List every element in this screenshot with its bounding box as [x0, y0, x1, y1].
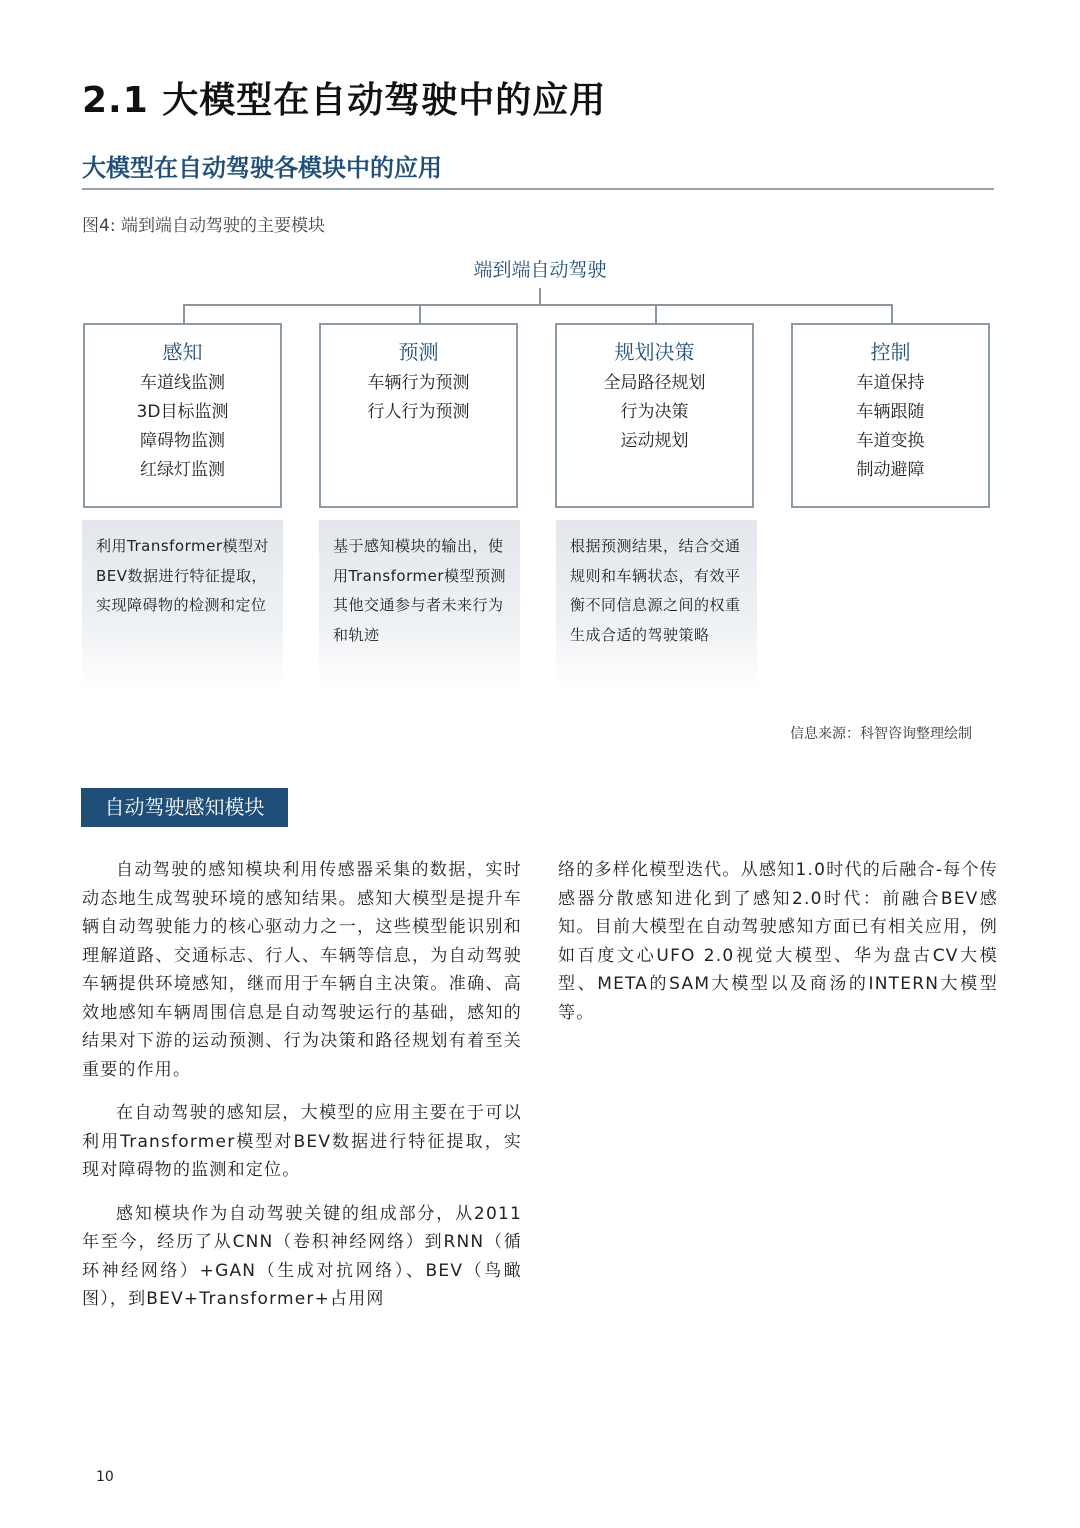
source-note: 信息来源：科智咨询整理绘制 [790, 726, 972, 742]
module-item: 障碍物监测 [140, 431, 225, 451]
module-item: 红绿灯监测 [140, 460, 225, 480]
module-box-prediction [319, 323, 518, 508]
module-title: 控制 [870, 340, 911, 364]
module-item: 行为决策 [620, 402, 689, 422]
module-item: 行人行为预测 [367, 402, 470, 422]
module-item: 车道变换 [856, 431, 925, 451]
paragraph: 感知模块作为自动驾驶关键的组成部分，从2011年至今，经历了从CNN（卷积神经网络）到RNN（循环神经网络）+GAN（生成对抗网络）、BEV（鸟瞰图），到BEV+Transformer+占用网 [82, 1203, 522, 1309]
text-column-right [558, 856, 998, 1027]
module-item: 运动规划 [620, 431, 689, 451]
subsection-heading: 自动驾驶感知模块 [81, 788, 288, 827]
description-text: 根据预测结果，结合交通规则和车辆状态，有效平衡不同信息源之间的权重生成合适的驾驶策略 [570, 537, 741, 644]
module-title: 规划决策 [614, 340, 695, 364]
module-item: 车道保持 [856, 373, 925, 393]
module-title: 预测 [398, 340, 439, 364]
module-box-control [791, 323, 990, 508]
connector-root-stem [539, 288, 541, 304]
description-text: 利用Transformer模型对BEV数据进行特征提取，实现障碍物的检测和定位 [96, 537, 270, 614]
module-box-planning [555, 323, 754, 508]
connector-prediction [419, 304, 421, 324]
connector-control [891, 304, 893, 324]
page-title: 2.1 大模型在自动驾驶中的应用 [82, 80, 607, 121]
module-item: 车辆行为预测 [367, 373, 470, 393]
module-item: 制动避障 [856, 460, 925, 480]
paragraph-continuation: 络的多样化模型迭代。从感知1.0时代的后融合-每个传感器分散感知进化到了感知2.0时代：前融合BEV感知。目前大模型在自动驾驶感知方面已有相关应用，例如百度文心UFO 2.0视觉大模型、华为盘古CV大模型、META的SAM大模型以及商汤的INTERN大模型等。 [558, 860, 998, 1023]
text-column-left [82, 856, 522, 1329]
description-text: 基于感知模块的输出，使用Transformer模型预测其他交通参与者未来行为和轨迹 [333, 537, 507, 644]
module-item: 车道线监测 [140, 373, 225, 393]
module-item: 3D目标监测 [136, 402, 229, 422]
figure-caption: 图4: 端到端自动驾驶的主要模块 [82, 216, 325, 236]
connector-horizontal [183, 304, 893, 306]
description-prediction [319, 520, 520, 690]
paragraph: 在自动驾驶的感知层，大模型的应用主要在于可以利用Transformer模型对BEV数据进行特征提取，实现对障碍物的监测和定位。 [82, 1103, 522, 1180]
description-planning [556, 520, 757, 690]
connector-perception [183, 304, 185, 324]
page-number: 10 [96, 1469, 114, 1485]
module-item: 全局路径规划 [603, 373, 706, 393]
description-perception [82, 520, 283, 690]
paragraph: 自动驾驶的感知模块利用传感器采集的数据，实时动态地生成驾驶环境的感知结果。感知大模型是提升车辆自动驾驶能力的核心驱动力之一，这些模型能识别和理解道路、交通标志、行人、车辆等信息，为自动驾驶车辆提供环境感知，继而用于车辆自主决策。准确、高效地感知车辆周围信息是自动驾驶运行的基础，感知的结果对下游的运动预测、行为决策和路径规划有着至关重要的作用。 [82, 860, 522, 1080]
diagram-root-label: 端到端自动驾驶 [473, 259, 607, 281]
module-item: 车辆跟随 [856, 402, 925, 422]
module-box-perception [83, 323, 282, 508]
connector-planning [655, 304, 657, 324]
module-title: 感知 [162, 340, 203, 364]
section-title: 大模型在自动驾驶各模块中的应用 [82, 154, 442, 182]
section-divider [82, 188, 994, 190]
